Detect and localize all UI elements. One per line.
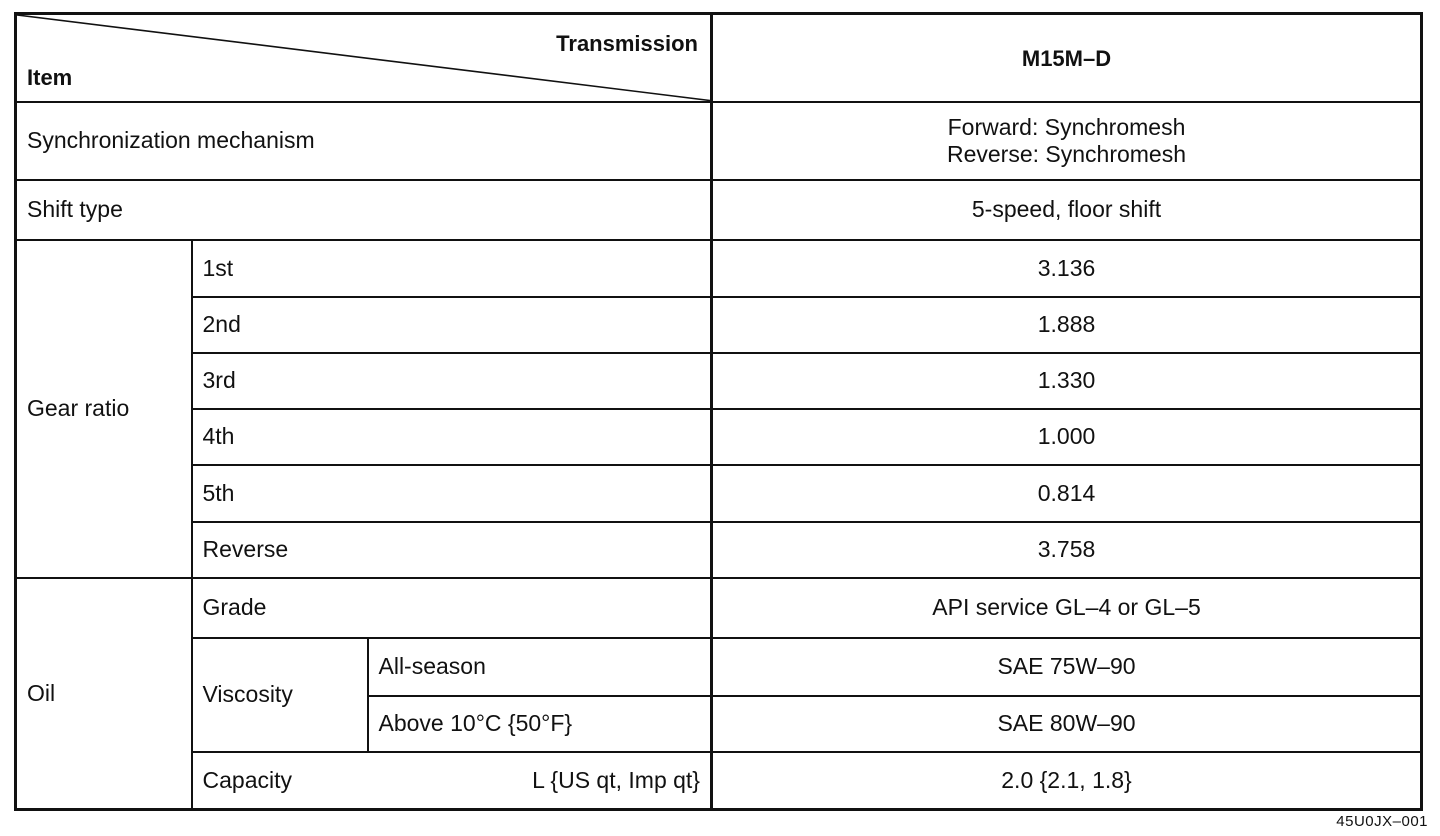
item-header-label: Item: [27, 65, 73, 91]
transmission-header-label: Transmission: [556, 31, 698, 56]
table-row: [16, 522, 1422, 578]
oil-grade-value: API service GL–4 or GL–5: [712, 578, 1422, 638]
viscosity-value: SAE 75W–90: [712, 638, 1422, 696]
gear-ratio-value: 3.136: [712, 240, 1422, 297]
viscosity-condition: Above 10°C {50°F}: [368, 696, 712, 752]
shift-type-label: Shift type: [16, 180, 712, 240]
header-row: [16, 14, 1422, 102]
capacity-unit: L {US qt, Imp qt}: [532, 767, 700, 794]
table-row: [16, 465, 1422, 522]
model-name: M15M–D: [1021, 45, 1112, 71]
viscosity-label: Viscosity: [192, 638, 368, 752]
transmission-spec-table: [14, 12, 1423, 811]
gear-ratio-value: 1.000: [712, 409, 1422, 465]
header-corner-cell: [16, 14, 712, 102]
header-diagonal-line: [17, 15, 710, 101]
capacity-value: 2.0 {2.1, 1.8}: [712, 752, 1422, 810]
viscosity-condition: All-season: [368, 638, 712, 696]
gear-name: Reverse: [192, 522, 712, 578]
sync-value-forward: Forward: Synchromesh: [947, 114, 1186, 141]
gear-ratio-value: 0.814: [712, 465, 1422, 522]
shift-type-value: 5-speed, floor shift: [712, 180, 1422, 240]
gear-ratio-value: 1.888: [712, 297, 1422, 353]
capacity-cell: [192, 752, 712, 810]
figure-reference-code: 45U0JX–001: [1336, 813, 1428, 830]
table-row: [16, 102, 1422, 180]
capacity-label: Capacity: [202, 767, 292, 794]
table-row: [16, 752, 1422, 810]
gear-name: 2nd: [192, 297, 712, 353]
table-row: [16, 297, 1422, 353]
model-header-cell: [712, 14, 1422, 102]
sync-value-reverse: Reverse: Synchromesh: [946, 140, 1187, 167]
gear-name: 3rd: [192, 353, 712, 409]
gear-name: 1st: [192, 240, 712, 297]
table-row: [16, 180, 1422, 240]
table-row: [16, 240, 1422, 297]
gear-ratio-value: 1.330: [712, 353, 1422, 409]
viscosity-value: SAE 80W–90: [712, 696, 1422, 752]
gear-name: 4th: [192, 409, 712, 465]
sync-value: [712, 102, 1422, 180]
gear-ratio-value: 3.758: [712, 522, 1422, 578]
sync-label: Synchronization mechanism: [16, 102, 712, 180]
oil-label: Oil: [16, 578, 192, 810]
table-row: [16, 578, 1422, 638]
gear-name: 5th: [192, 465, 712, 522]
table-row: [16, 409, 1422, 465]
table-row: [16, 638, 1422, 696]
table-row: [16, 353, 1422, 409]
gear-ratio-label: Gear ratio: [16, 240, 192, 578]
oil-grade-label: Grade: [192, 578, 712, 638]
